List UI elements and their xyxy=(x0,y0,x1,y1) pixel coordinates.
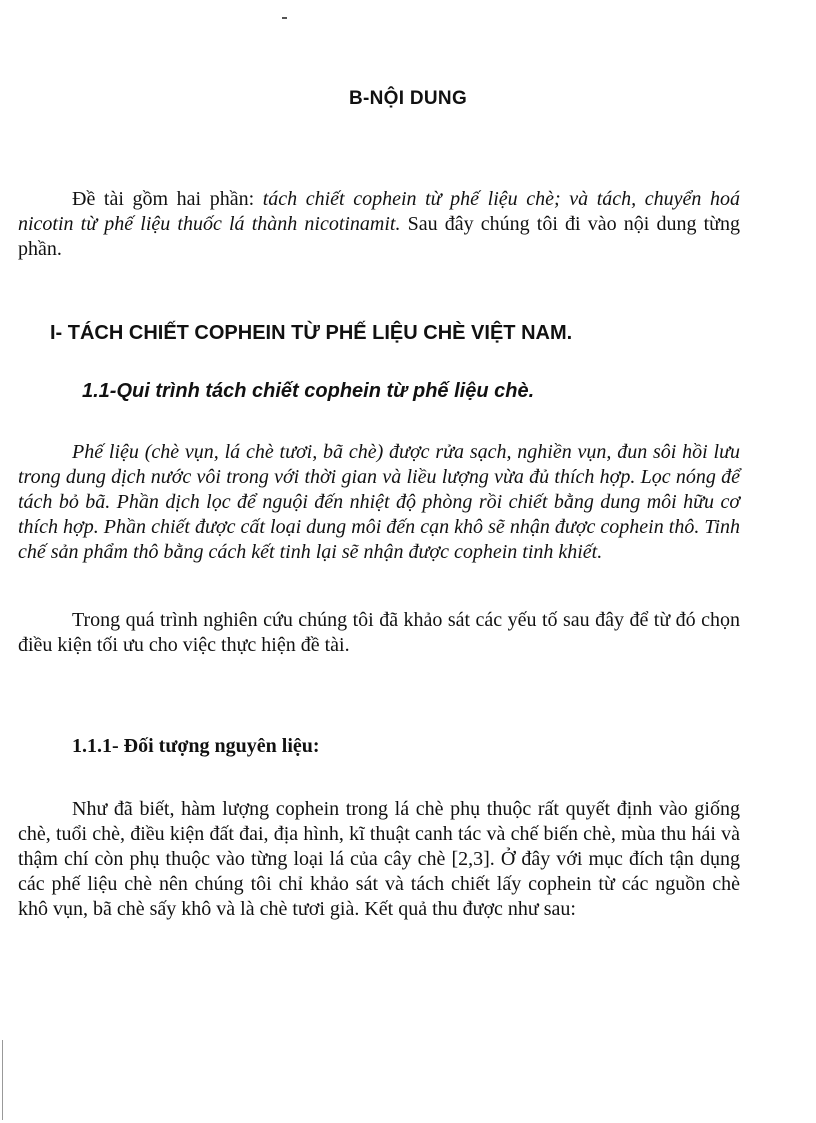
study-text: Trong quá trình nghiên cứu chúng tôi đã khảo sát các yếu tố sau đây để từ đó chọn điều kiện tối ưu cho việc thực hiện đề tài. xyxy=(18,609,740,656)
material-text: Như đã biết, hàm lượng cophein trong lá chè phụ thuộc rất quyết định vào giống chè, tuổi chè, điều kiện đất đai, địa hình, kĩ thuật canh tác và chế biến chè, mùa thu hái và thậm chí còn phụ thuộc vào từng loại lá của cây chè [2,3]. Ở đây với mục đích tận dụng các phế liệu chè nên chúng tôi chỉ khảo sát và tách chiết lấy cophein từ các nguồn chè khô vụn, bã chè sấy khô và là chè tươi già. Kết quả thu được như sau: xyxy=(18,798,740,920)
process-text: Phế liệu (chè vụn, lá chè tươi, bã chè) được rửa sạch, nghiền vụn, đun sôi hồi lưu trong dung dịch nước vôi trong với thời gian và liều lượng vừa đủ thích hợp. Lọc nóng để tách bỏ bã. Phần dịch lọc để nguội đến nhiệt độ phòng rồi chiết bằng dung môi hữu cơ thích hợp. Phần chiết được cất loại dung môi đến cạn khô sẽ nhận được cophein thô. Tinh chế sản phẩm thô bằng cách kết tinh lại sẽ nhận được cophein tinh khiết. xyxy=(18,441,740,563)
process-paragraph xyxy=(18,440,740,565)
subsection-heading: 1.1-Qui trình tách chiết cophein từ phế liệu chè. xyxy=(82,380,535,402)
scan-edge-line xyxy=(2,1040,3,1120)
intro-rest-text: Sau đây chúng tôi đi vào nội dung từng phần. xyxy=(18,213,740,260)
page-title: B-NỘI DUNG xyxy=(348,88,468,109)
intro-italic-text: tách chiết cophein từ phế liệu chè; và tách, chuyển hoá nicotin từ phế liệu thuốc lá thành nicotinamit. xyxy=(18,188,740,235)
scan-mark xyxy=(282,17,287,19)
section-heading: I- TÁCH CHIẾT COPHEIN TỪ PHẾ LIỆU CHÈ VIỆT NAM. xyxy=(50,322,573,344)
study-paragraph xyxy=(18,608,740,658)
material-paragraph xyxy=(18,797,740,922)
subsubsection-heading: 1.1.1- Đối tượng nguyên liệu: xyxy=(72,735,320,757)
intro-paragraph xyxy=(18,187,740,262)
intro-text: Đề tài gồm hai phần: xyxy=(72,188,263,210)
